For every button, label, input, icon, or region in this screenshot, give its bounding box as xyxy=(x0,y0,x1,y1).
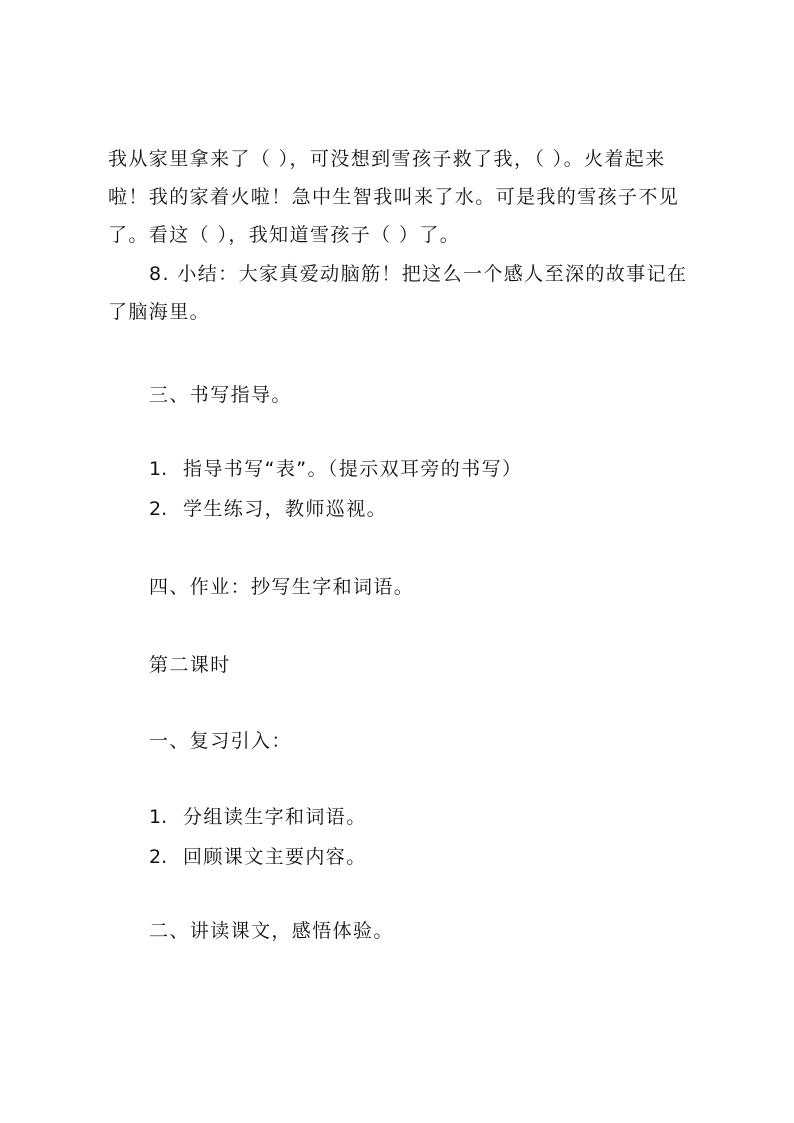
item-text: 回顾课文主要内容。 xyxy=(183,846,367,868)
item-text: 指导书写“表”。（提示双耳旁的书写） xyxy=(183,458,523,480)
summary-paragraph: 8. 小结：大家真爱动脑筋！把这么一个感人至深的故事记在了脑海里。 xyxy=(108,263,688,323)
item-text: 分组读生字和词语。 xyxy=(183,806,367,828)
story-fill-in-paragraph: 我从家里拿来了（ ），可没想到雪孩子救了我，（ ）。火着起来啦！我的家着火啦！急中生智我叫来了水。可是我的雪孩子不见了。看这（ ），我知道雪孩子（ ）了。 xyxy=(108,148,680,246)
section-3-item-1 xyxy=(149,450,739,488)
review-heading: 一、复习引入： xyxy=(149,730,292,752)
item-number: 1. xyxy=(149,806,168,828)
section-2-heading: 二、讲读课文，感悟体验。 xyxy=(149,920,394,942)
lesson-2-title: 第二课时 xyxy=(149,654,231,676)
review-item-1 xyxy=(149,798,739,836)
review-item-2 xyxy=(149,838,739,876)
item-number: 2. xyxy=(149,498,168,520)
item-number: 2. xyxy=(149,846,168,868)
item-text: 学生练习，教师巡视。 xyxy=(183,498,388,520)
section-3-item-2 xyxy=(149,490,739,528)
section-4-heading: 四、作业：抄写生字和词语。 xyxy=(149,576,415,598)
section-3-heading: 三、书写指导。 xyxy=(149,384,292,406)
item-number: 1. xyxy=(149,458,168,480)
